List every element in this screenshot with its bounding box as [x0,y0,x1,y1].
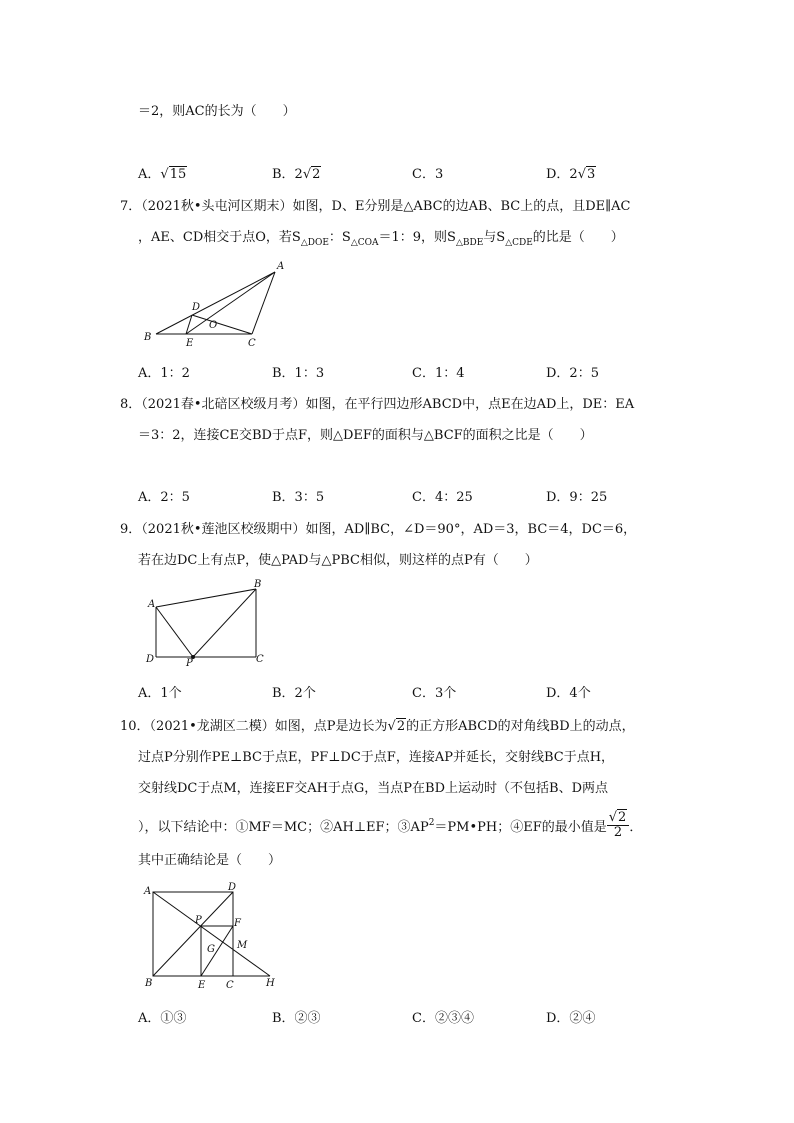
q8-option-b[interactable]: B．3：5 [272,490,325,505]
q10-option-d[interactable]: D．②④ [546,1011,596,1026]
q10-line2: 过点P分别作PE⊥BC于点E，PF⊥DC于点F，连接AP并延长，交射线BC于点H， [138,750,615,765]
q8-line2: ＝3：2，连接CE交BD于点F，则△DEF的面积与△BCF的面积之比是（ ） [138,428,593,443]
q7-option-b[interactable]: B．1：3 [272,366,325,381]
q10-option-a[interactable]: A．①③ [138,1011,187,1026]
fig-label: D [192,302,201,313]
fig-label: B [254,579,262,590]
fig-label: P [186,658,193,669]
q6-option-b[interactable]: B．2√2 [272,167,321,182]
fig-label: E [198,980,206,991]
fig-label: A [277,261,285,272]
segment-bp [193,589,256,657]
q9-line1: 9．（2021秋•莲池区校级期中）如图，AD∥BC，∠D＝90°，AD＝3，BC＝4，DC＝6， [120,522,637,537]
fig-label: D [146,654,155,665]
q9-option-b[interactable]: B．2个 [272,686,316,701]
fig-label: B [145,978,153,989]
fig-label: P [195,915,202,926]
fig-label: M [237,940,248,951]
fig-label: F [234,918,241,929]
fig-label: C [256,654,264,665]
q7-option-d[interactable]: D．2：5 [546,366,599,381]
fig-label: C [248,338,256,349]
q9-option-d[interactable]: D．4个 [546,686,591,701]
sqrt-sign: √2 [387,719,406,734]
fig-label: A [144,886,152,897]
fraction: $\frac{√2}{2}$ [607,811,630,840]
q10-line3: 交射线DC于点M，连接EF交AH于点G，当点P在BD上运动时（不包括B、D两点 [138,781,608,796]
q7-figure [140,258,300,350]
q9-figure [140,578,280,670]
fig-label: O [209,320,218,331]
fig-label: H [266,978,275,989]
fig-label: D [228,882,237,893]
q6-option-a[interactable]: A．√15 [138,167,187,182]
q9-option-c[interactable]: C．3个 [412,686,457,701]
q10-line5: 其中正确结论是（ ） [138,853,282,868]
q7-option-a[interactable]: A．1：2 [138,366,190,381]
q8-option-c[interactable]: C．4：25 [412,490,473,505]
q8-option-d[interactable]: D．9：25 [546,490,608,505]
q8-line1: 8．（2021春•北碚区校级月考）如图，在平行四边形ABCD中，点E在边AD上，DE：EA [120,397,635,412]
q7-line2: ，AE、CD相交于点O，若$S_{\triangle DOE}$：$S_{\triangle COA}=1$：9，则$S_{\triangle BDE}$与$S_{\triangle CDE}$的比是（ ） [138,230,624,248]
fig-label: C [226,980,234,991]
q9-line2: 若在边DC上有点P，使△PAD与△PBC相似，则这样的点P有（ ） [138,553,538,568]
q9-option-a[interactable]: A．1个 [138,686,182,701]
q6-tail: ＝2，则AC的长为（ ） [138,104,296,119]
q10-line4: ），以下结论中：①MF＝MC；②AH⊥EF；$③AP^2=PM•PH$；④EF的最小值是 $\frac{√2}{2}$ ． [138,810,643,840]
fig-label: G [207,944,215,955]
segment-ac [252,272,275,334]
diagonal-bd [153,892,233,976]
q7-line1: 7．（2021秋•头屯河区期末）如图，D、E分别是△ABC的边AB、BC上的点，且DE∥AC [120,199,631,214]
segment-dc [192,315,252,334]
segment-ef [201,926,233,976]
fig-label: E [186,338,194,349]
fig-label: B [144,332,152,343]
q10-option-b[interactable]: B．②③ [272,1011,321,1026]
line-ah [153,892,270,976]
q10-option-c[interactable]: C．②③④ [412,1011,474,1026]
q10-line1: 10．（2021•龙湖区二模）如图，点P是边长为√2的正方形ABCD的对角线BD上的动点， [120,719,635,734]
segment-ap [156,607,193,657]
segment-ab [156,589,256,607]
q6-option-c[interactable]: C．3 [412,167,444,182]
fig-label: A [148,599,156,610]
q10-figure [140,882,290,992]
q7-option-c[interactable]: C．1：4 [412,366,465,381]
q6-option-d[interactable]: D．2√3 [546,167,596,182]
sqrt-sign: √15 [160,167,187,182]
q8-option-a[interactable]: A．2：5 [138,490,190,505]
